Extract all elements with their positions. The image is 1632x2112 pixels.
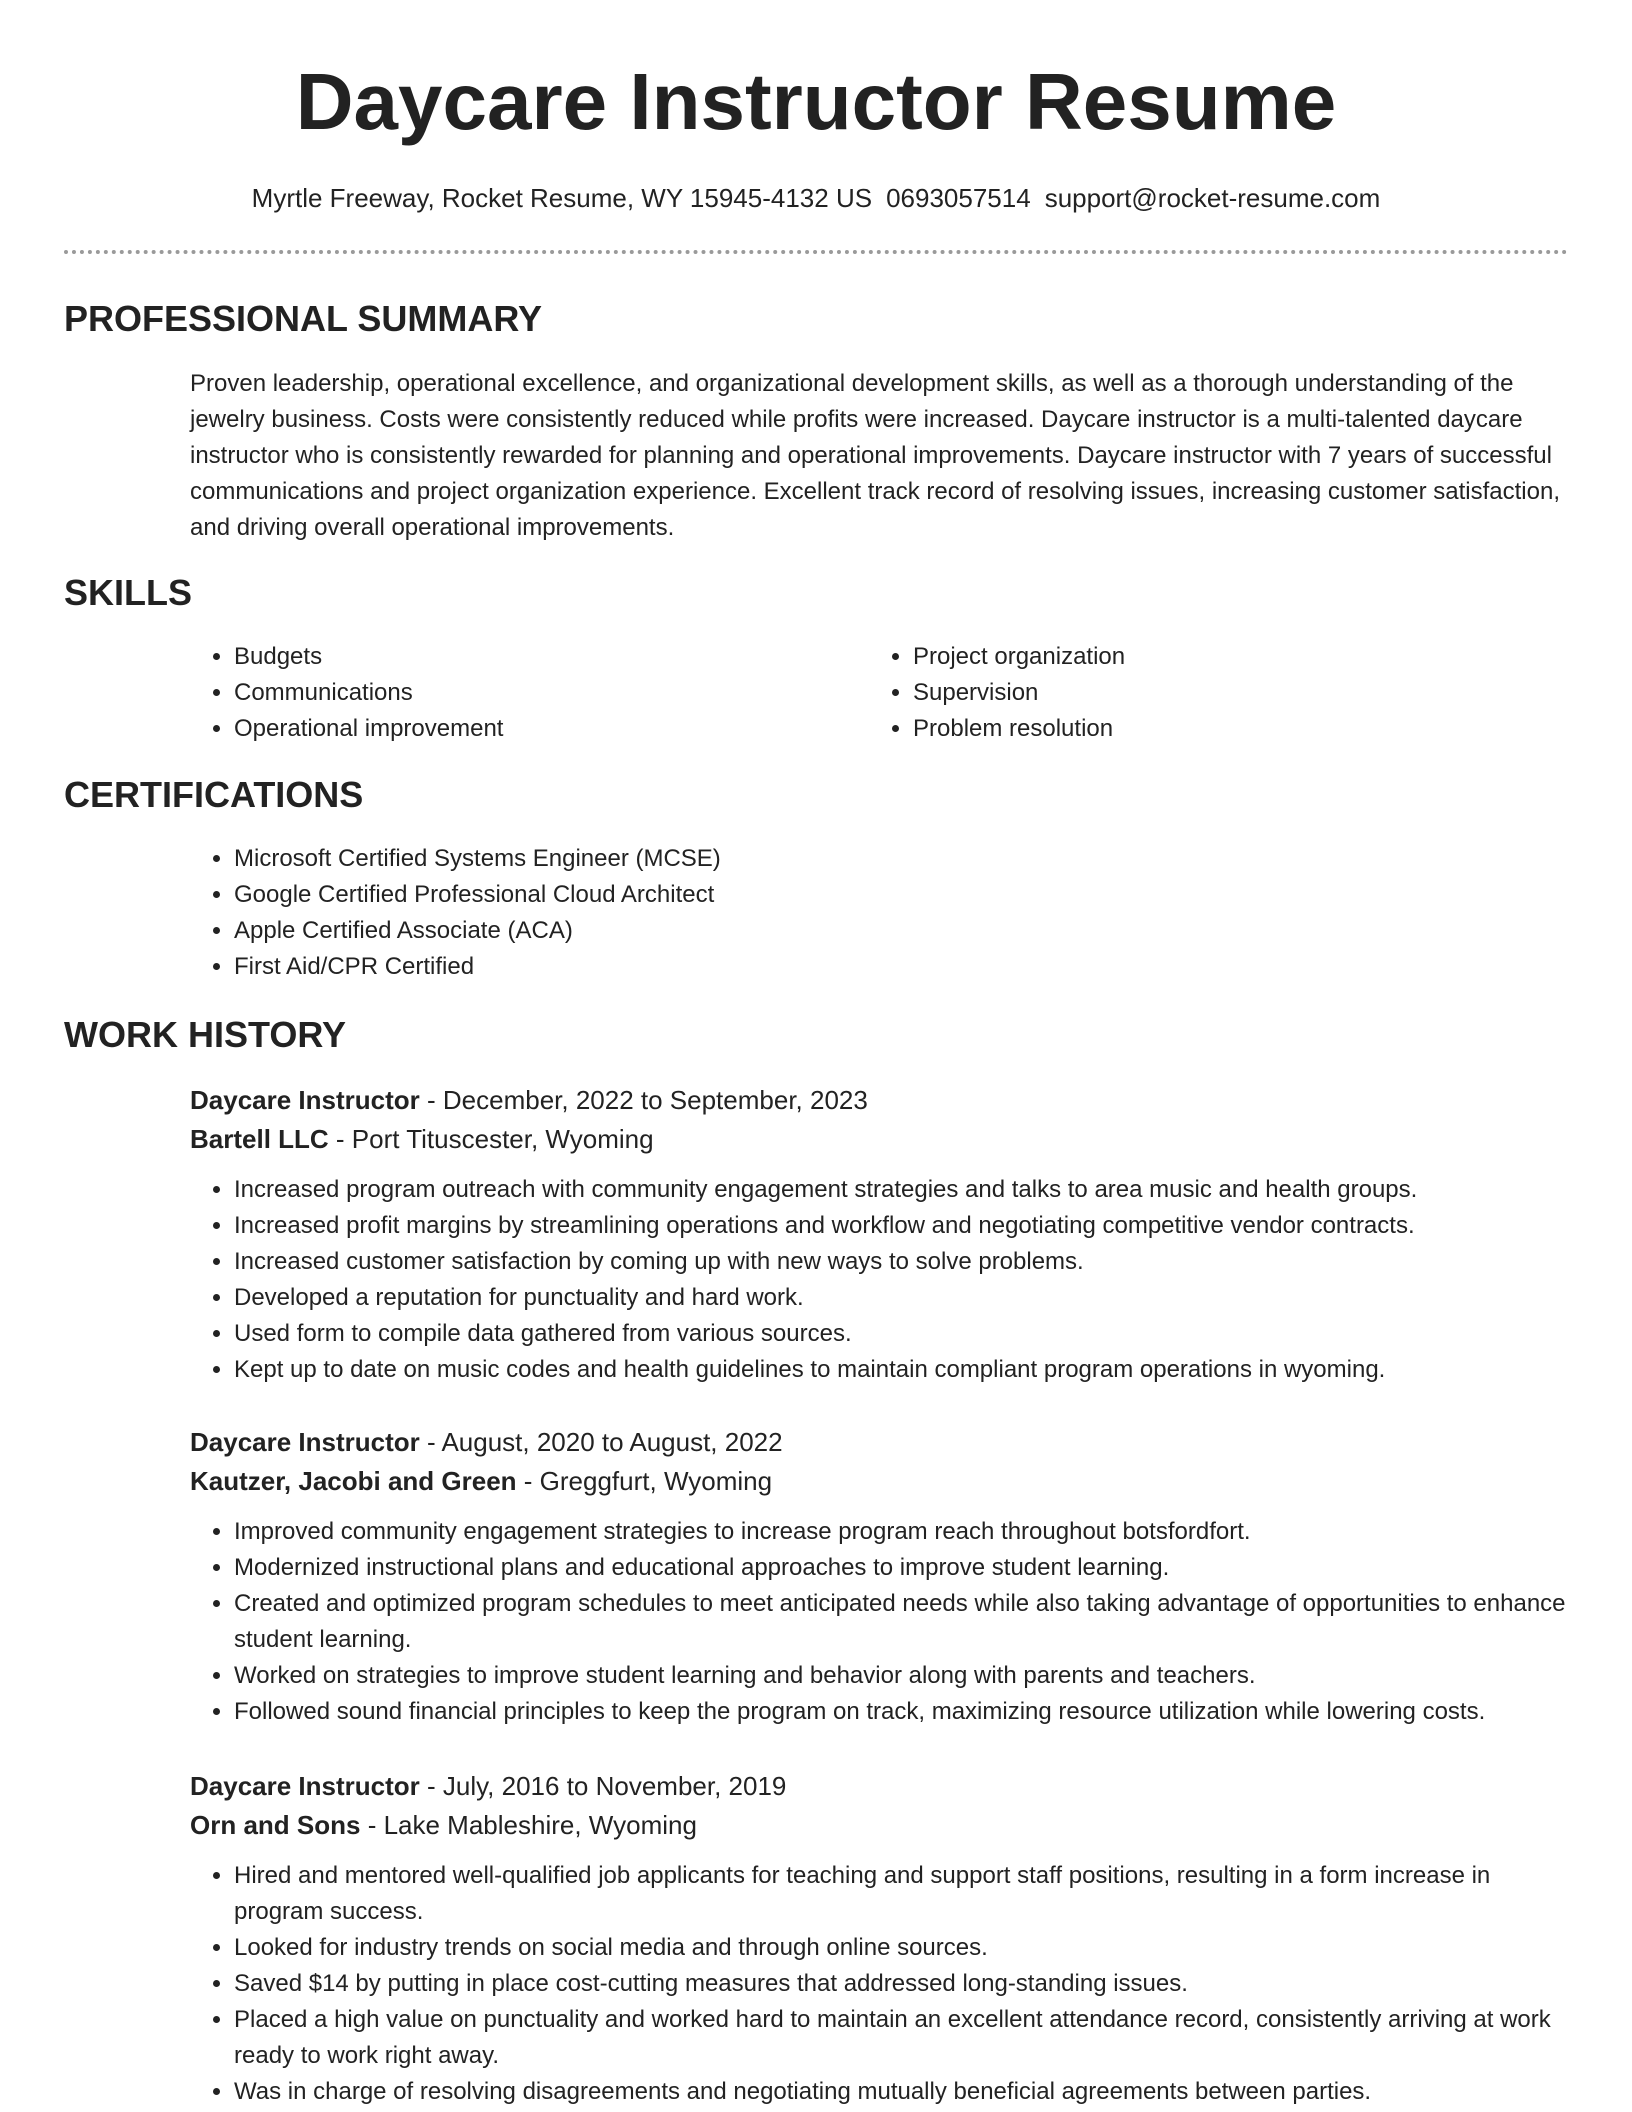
skills-column-right [869,639,1125,747]
job-title: Daycare Instructor [190,1771,420,1801]
job-title: Daycare Instructor [190,1427,420,1457]
job-company: Bartell LLC [190,1124,329,1154]
job-dates: July, 2016 to November, 2019 [442,1771,787,1801]
job-company: Kautzer, Jacobi and Green [190,1466,517,1496]
header-divider [64,250,1568,254]
contact-address: Myrtle Freeway, Rocket Resume, WY 15945-4132 US [251,183,873,213]
skills-column-left [190,639,503,747]
job-bullet: • Hired and mentored well-qualified job applicants for teaching and support staff positions, resulting in a form increase in program success. [234,1858,1580,1930]
skill-item: • Problem resolution [913,711,1125,747]
job-entry [190,1767,1580,2110]
job-bullet: • Worked on strategies to improve student learning and behavior along with parents and teachers. [234,1658,1580,1694]
job-bullet: • Was in charge of resolving disagreements and negotiating mutually beneficial agreements between parties. [234,2074,1580,2110]
certification-item: • Apple Certified Associate (ACA) [234,913,721,949]
job-company-line: Orn and Sons - Lake Mableshire, Wyoming [190,1810,697,1840]
skills-list-left [190,639,503,747]
job-bullet: • Improved community engagement strategies to increase program reach throughout botsfordfort. [234,1514,1580,1550]
contact-phone: 0693057514 [886,183,1031,213]
certification-item: • Microsoft Certified Systems Engineer (MCSE) [234,841,721,877]
job-company-line: Kautzer, Jacobi and Green - Greggfurt, Wyoming [190,1466,773,1496]
job-bullet: • Kept up to date on music codes and health guidelines to maintain compliant program operations in wyoming. [234,1352,1580,1388]
job-bullet: • Increased profit margins by streamlining operations and workflow and negotiating competitive vendor contracts. [234,1208,1580,1244]
work-history-heading: WORK HISTORY [64,1014,347,1055]
job-bullet: • Increased program outreach with community engagement strategies and talks to area music and health groups. [234,1172,1580,1208]
contact-line [0,178,1632,218]
contact-email: support@rocket-resume.com [1044,183,1381,213]
job-bullet: • Developed a reputation for punctuality and hard work. [234,1280,1580,1316]
job-entry [190,1423,1580,1730]
job-bullet: • Saved $14 by putting in place cost-cutting measures that addressed long-standing issues. [234,1966,1580,2002]
job-bullet: • Followed sound financial principles to keep the program on track, maximizing resource utilization while lowering costs. [234,1694,1580,1730]
job-company-line: Bartell LLC - Port Tituscester, Wyoming [190,1124,654,1154]
skill-item: • Budgets [234,639,503,675]
job-bullets [190,1858,1580,2110]
job-bullets [190,1172,1580,1388]
job-location: Greggfurt, Wyoming [539,1466,773,1496]
job-title-line: Daycare Instructor - December, 2022 to September, 2023 [190,1085,868,1115]
job-bullets [190,1514,1580,1730]
job-title: Daycare Instructor [190,1085,420,1115]
job-company: Orn and Sons [190,1810,361,1840]
job-dates: August, 2020 to August, 2022 [441,1427,783,1457]
skill-item: • Operational improvement [234,711,503,747]
certifications-block [190,841,721,985]
certifications-heading: CERTIFICATIONS [64,774,364,815]
job-bullet: • Looked for industry trends on social media and through online sources. [234,1930,1580,1966]
job-title-line: Daycare Instructor - July, 2016 to November, 2019 [190,1771,787,1801]
job-bullet: • Modernized instructional plans and educational approaches to improve student learning. [234,1550,1580,1586]
job-location: Port Tituscester, Wyoming [351,1124,654,1154]
job-entry [190,1081,1580,1388]
job-bullet: • Placed a high value on punctuality and worked hard to maintain an excellent attendance record, consistently arriving at work ready to work right away. [234,2002,1580,2074]
certifications-list [190,841,721,985]
summary-heading: PROFESSIONAL SUMMARY [64,298,543,339]
certification-item: • First Aid/CPR Certified [234,949,721,985]
certification-item: • Google Certified Professional Cloud Architect [234,877,721,913]
skill-item: • Project organization [913,639,1125,675]
skill-item: • Communications [234,675,503,711]
job-location: Lake Mableshire, Wyoming [383,1810,697,1840]
skills-heading: SKILLS [64,572,193,613]
summary-text: Proven leadership, operational excellence, and organizational development skills, as well as a thorough understanding of the jewelry business. Costs were consistently reduced while profits were increased. Daycare instructor is a multi-talented daycare instructor who is consistently rewarded for planning and operational improvements. Daycare instructor with 7 years of successful communications and project organization experience. Excellent track record of resolving issues, increasing customer satisfaction, and driving overall operational improvements. [190,370,1560,541]
skills-list-right [869,639,1125,747]
job-dates: December, 2022 to September, 2023 [442,1085,868,1115]
job-bullet: • Used form to compile data gathered from various sources. [234,1316,1580,1352]
job-bullet: • Created and optimized program schedules to meet anticipated needs while also taking advantage of opportunities to enhance student learning. [234,1586,1580,1658]
job-title-line: Daycare Instructor - August, 2020 to August, 2022 [190,1427,783,1457]
resume-title: Daycare Instructor Resume [295,57,1337,146]
skill-item: • Supervision [913,675,1125,711]
job-bullet: • Increased customer satisfaction by coming up with new ways to solve problems. [234,1244,1580,1280]
